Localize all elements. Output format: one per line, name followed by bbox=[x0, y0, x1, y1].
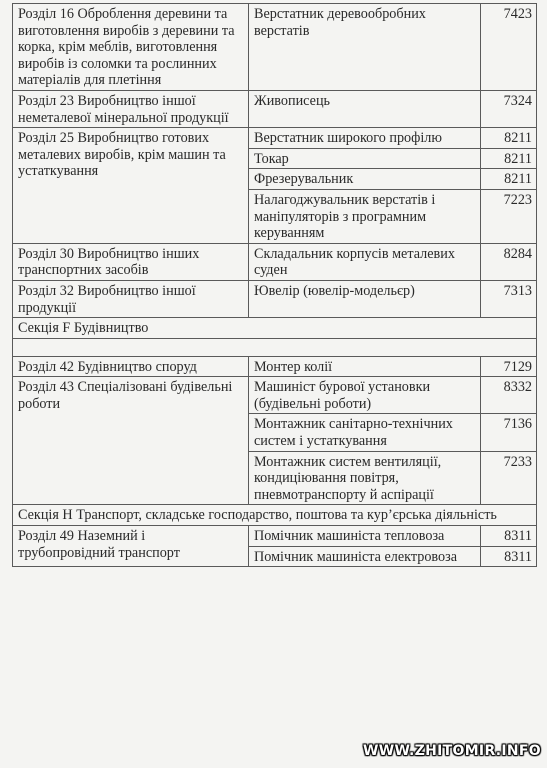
code-cell: 7324 bbox=[481, 90, 537, 127]
profession-cell: Монтажник санітарно-технічних систем і устаткування bbox=[249, 414, 481, 451]
code-cell: 7233 bbox=[481, 451, 537, 505]
code-cell: 8311 bbox=[481, 526, 537, 547]
profession-cell: Складальник корпусів металевих суден bbox=[249, 243, 481, 280]
section-heading: Секція H Транспорт, складське господарство, поштова та кур’єрська діяльність bbox=[13, 505, 537, 526]
code-cell: 7136 bbox=[481, 414, 537, 451]
profession-cell: Монтер колії bbox=[249, 356, 481, 377]
profession-cell: Ювелір (ювелір-модельєр) bbox=[249, 280, 481, 317]
table-row bbox=[13, 90, 537, 127]
code-cell: 8332 bbox=[481, 377, 537, 414]
division-cell: Розділ 16 Оброблення деревини та виготовлення виробів з деревини та корка, крім меблів, виготовлення виробів із соломки та рослинних матеріалів для плетіння bbox=[13, 4, 249, 91]
site-watermark: WWW.ZHITOMIR.INFO bbox=[362, 743, 541, 759]
spacer-row bbox=[13, 338, 537, 356]
table-row bbox=[13, 4, 537, 91]
code-cell: 8211 bbox=[481, 169, 537, 190]
profession-cell: Монтажник систем вентиляції, кондиціювання повітря, пневмотранспорту й аспірації bbox=[249, 451, 481, 505]
division-cell: Розділ 30 Виробництво інших транспортних засобів bbox=[13, 243, 249, 280]
division-cell: Розділ 23 Виробництво іншої неметалевої мінеральної продукції bbox=[13, 90, 249, 127]
professions-table bbox=[12, 3, 537, 567]
code-cell: 7313 bbox=[481, 280, 537, 317]
division-cell: Розділ 49 Наземний і трубопровідний транспорт bbox=[13, 526, 249, 567]
code-cell: 7129 bbox=[481, 356, 537, 377]
section-heading: Секція F Будівництво bbox=[13, 318, 537, 339]
code-cell: 8211 bbox=[481, 148, 537, 169]
table-row bbox=[13, 128, 537, 149]
profession-cell: Помічник машиніста тепловоза bbox=[249, 526, 481, 547]
code-cell: 7223 bbox=[481, 189, 537, 243]
section-row bbox=[13, 318, 537, 339]
table-row bbox=[13, 280, 537, 317]
profession-cell: Токар bbox=[249, 148, 481, 169]
profession-cell: Верстатник деревообробних верстатів bbox=[249, 4, 481, 91]
division-cell: Розділ 43 Спеціалізовані будівельні роботи bbox=[13, 377, 249, 505]
spacer-cell bbox=[13, 338, 537, 356]
profession-cell: Верстатник широкого профілю bbox=[249, 128, 481, 149]
division-cell: Розділ 25 Виробництво готових металевих виробів, крім машин та устаткування bbox=[13, 128, 249, 244]
code-cell: 7423 bbox=[481, 4, 537, 91]
profession-cell: Помічник машиніста електровоза bbox=[249, 546, 481, 567]
profession-cell: Фрезерувальник bbox=[249, 169, 481, 190]
profession-cell: Живописець bbox=[249, 90, 481, 127]
profession-cell: Машиніст бурової установки (будівельні роботи) bbox=[249, 377, 481, 414]
division-cell: Розділ 32 Виробництво іншої продукції bbox=[13, 280, 249, 317]
table-row bbox=[13, 377, 537, 414]
table-row bbox=[13, 356, 537, 377]
profession-cell: Налагоджувальник верстатів і маніпуляторів з програмним керуванням bbox=[249, 189, 481, 243]
table-row bbox=[13, 243, 537, 280]
division-cell: Розділ 42 Будівництво споруд bbox=[13, 356, 249, 377]
code-cell: 8211 bbox=[481, 128, 537, 149]
table-row bbox=[13, 526, 537, 547]
section-row bbox=[13, 505, 537, 526]
code-cell: 8284 bbox=[481, 243, 537, 280]
code-cell: 8311 bbox=[481, 546, 537, 567]
